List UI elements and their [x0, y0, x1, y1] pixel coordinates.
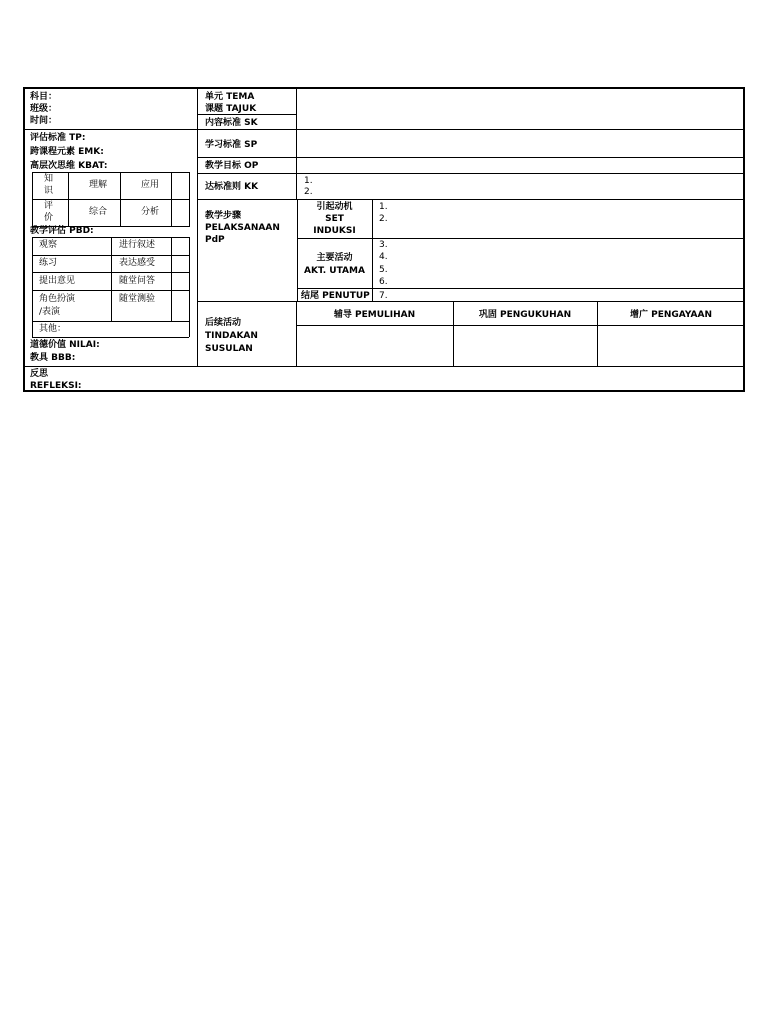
- pbd-qa: 随堂问答: [119, 276, 156, 286]
- pdp-label: 教学步骤: [205, 211, 242, 221]
- objective-label: 教学目标 OP: [205, 161, 259, 171]
- kbat-synthesize: 综合: [89, 207, 108, 217]
- values-label: 道德价值 NILAI:: [30, 340, 100, 350]
- closing-item: 7.: [379, 291, 388, 301]
- kbat-grid-line: [68, 172, 69, 227]
- kbat-grid-line: [120, 172, 121, 227]
- lesson-plan-table: [23, 87, 745, 392]
- pbd-narrate: 进行叙述: [119, 240, 156, 250]
- divider: [197, 89, 198, 367]
- pbd-observe: 观察: [39, 240, 58, 250]
- criteria-item: 2.: [304, 187, 313, 197]
- main-item: 6.: [379, 277, 388, 287]
- divider: [197, 129, 745, 130]
- divider: [197, 199, 745, 200]
- learning-standard-label: 学习标准 SP: [205, 140, 258, 150]
- pbd-grid-line: [32, 321, 189, 322]
- main-activity-label: AKT. UTAMA: [304, 266, 365, 276]
- kbat-analyze: 分析: [141, 207, 160, 217]
- success-criteria-label: 达标准则 KK: [205, 182, 259, 192]
- class-label: 班级：: [30, 104, 58, 114]
- main-item: 5.: [379, 265, 388, 275]
- kbat-apply: 应用: [141, 180, 160, 190]
- main-item: 3.: [379, 240, 388, 250]
- followup-label: SUSULAN: [205, 344, 253, 354]
- tp-label: 评估标准 TP:: [30, 133, 86, 143]
- pdp-label: PELAKSANAAN: [205, 223, 280, 233]
- pbd-grid-line: [32, 237, 33, 337]
- bbb-label: 教具 BBB:: [30, 353, 76, 363]
- set-induction-label: SET: [325, 214, 344, 224]
- divider: [197, 301, 745, 302]
- set-induction-label: 引起动机: [316, 202, 353, 212]
- divider: [296, 325, 745, 326]
- pbd-express: 表达感受: [119, 258, 156, 268]
- pbd-opinion: 提出意见: [39, 276, 76, 286]
- kbat-label: 高层次思维 KBAT:: [30, 161, 108, 171]
- kbat-understand: 理解: [89, 180, 108, 190]
- set-induction-label: INDUKSI: [313, 226, 356, 236]
- criteria-item: 1.: [304, 176, 313, 186]
- reflection-label: 反思: [30, 369, 49, 379]
- followup-label: 后续活动: [205, 318, 242, 328]
- kbat-evaluate: 评: [44, 201, 54, 211]
- set-item: 2.: [379, 214, 388, 224]
- main-activity-label: 主要活动: [316, 253, 353, 263]
- enrich-header: 增广 PENGAYAAN: [629, 310, 713, 320]
- set-item: 1.: [379, 202, 388, 212]
- divider: [25, 129, 197, 130]
- pbd-grid-line: [171, 237, 172, 321]
- pdp-label: PdP: [205, 235, 225, 245]
- kbat-knowledge: 识: [44, 186, 54, 196]
- pbd-roleplay: /表演: [39, 307, 61, 317]
- followup-label: TINDAKAN: [205, 331, 258, 341]
- pbd-grid-line: [111, 237, 112, 321]
- pbd-grid-line: [189, 237, 190, 337]
- pbd-quiz: 随堂测验: [119, 294, 156, 304]
- kbat-knowledge: 知: [44, 174, 54, 184]
- kbat-grid-line: [32, 199, 189, 200]
- reinforce-header: 巩固 PENGUKUHAN: [478, 310, 572, 320]
- divider: [297, 288, 745, 289]
- divider: [25, 366, 745, 367]
- time-label: 时间：: [30, 116, 58, 126]
- kbat-grid-line: [32, 172, 33, 227]
- kbat-grid-line: [171, 172, 172, 227]
- kbat-evaluate: 价: [44, 213, 54, 223]
- pbd-practice: 练习: [39, 258, 58, 268]
- remedial-header: 辅导 PEMULIHAN: [333, 310, 416, 320]
- reflection-label: REFLEKSI:: [30, 381, 82, 391]
- subject-label: 科目：: [30, 92, 58, 102]
- divider: [197, 157, 745, 158]
- divider: [296, 89, 297, 199]
- kbat-grid-line: [32, 172, 189, 173]
- main-item: 4.: [379, 252, 388, 262]
- closing-label: 结尾 PENUTUP: [301, 291, 370, 301]
- divider: [197, 173, 745, 174]
- divider: [297, 238, 745, 239]
- kbat-grid-line: [189, 172, 190, 227]
- divider: [372, 199, 373, 301]
- pbd-label: 教学评估 PBD:: [30, 226, 94, 236]
- content-standard-label: 内容标准 SK: [205, 118, 258, 128]
- emk-label: 跨课程元素 EMK:: [30, 147, 104, 157]
- pbd-other: 其他：: [39, 324, 67, 334]
- pbd-grid-line: [32, 337, 189, 338]
- pbd-roleplay: 角色扮演: [39, 294, 76, 304]
- topic-label: 课题 TAJUK: [205, 104, 257, 114]
- theme-label: 单元 TEMA: [205, 92, 255, 102]
